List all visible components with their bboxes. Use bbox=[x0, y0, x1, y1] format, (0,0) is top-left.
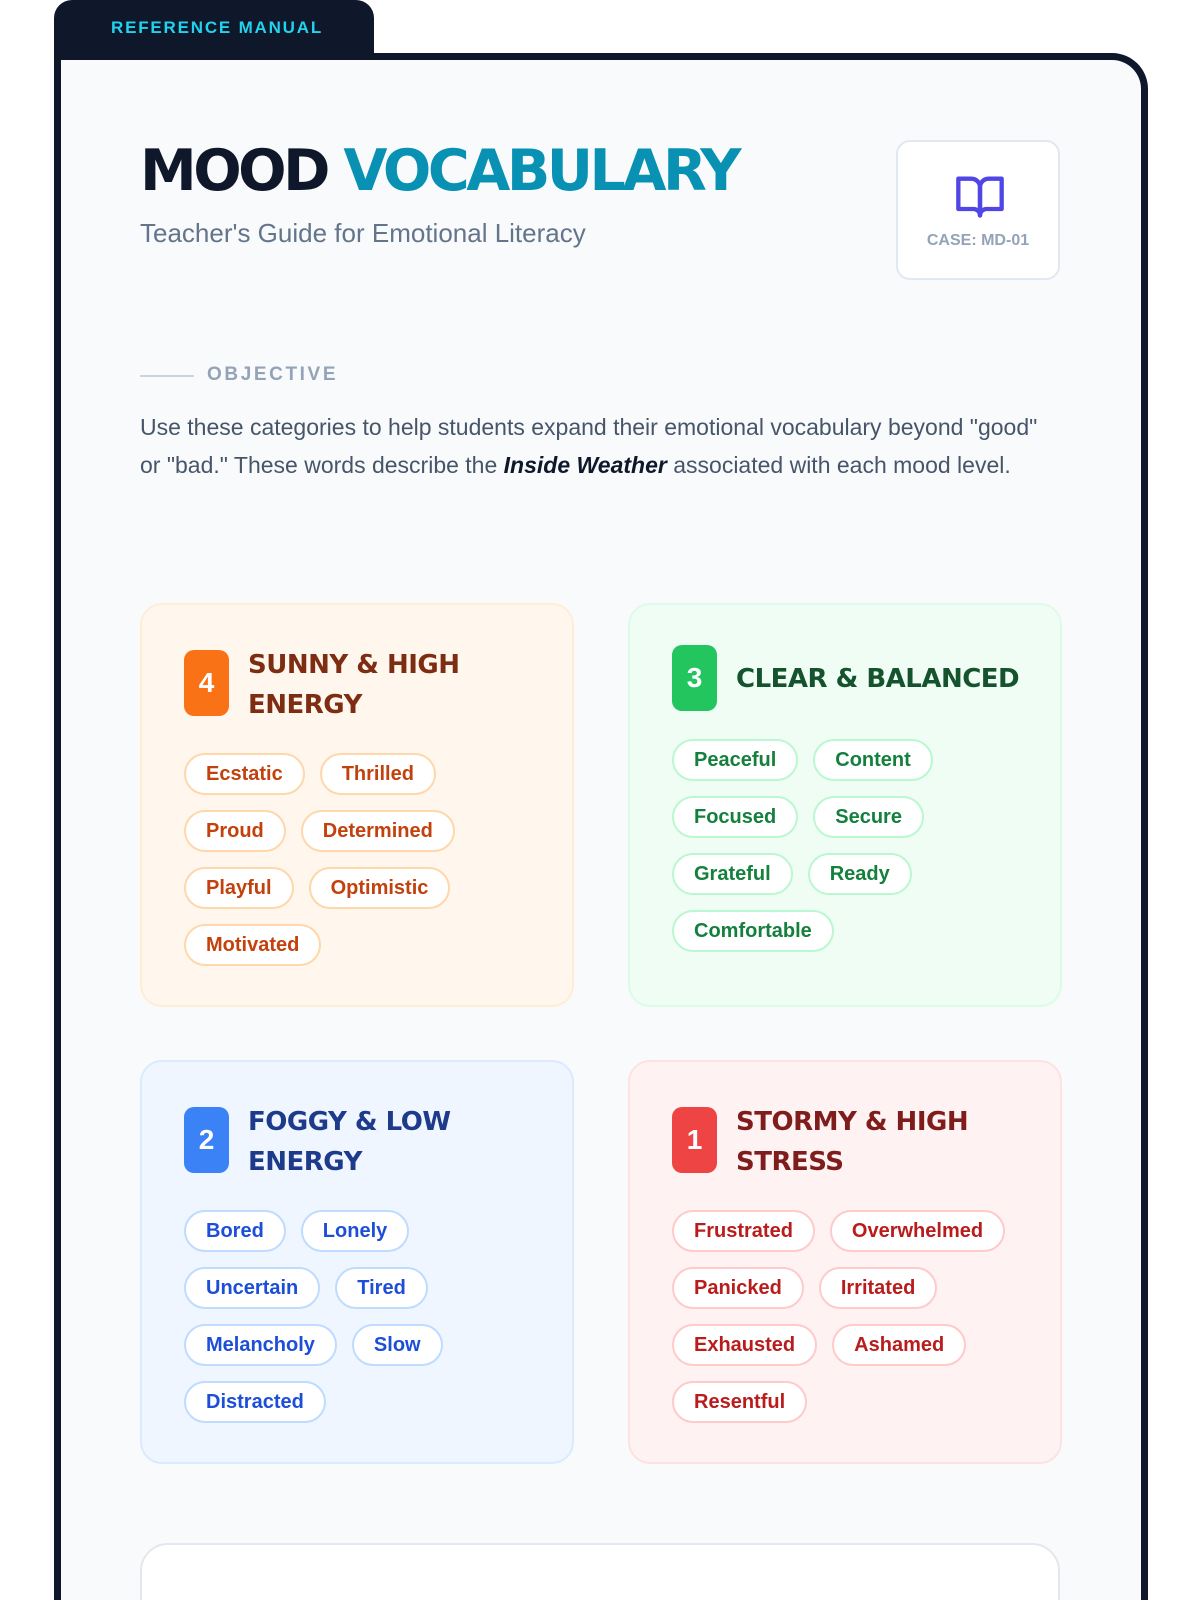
word-chip[interactable]: Content bbox=[813, 739, 933, 781]
title-part-vocabulary: VOCABULARY bbox=[343, 138, 739, 204]
level-badge: 3 bbox=[672, 645, 717, 711]
word-chip[interactable]: Determined bbox=[301, 810, 455, 852]
objective-emphasis: Inside Weather bbox=[503, 452, 667, 478]
level-badge: 4 bbox=[184, 650, 229, 716]
word-chip[interactable]: Peaceful bbox=[672, 739, 798, 781]
objective-text bbox=[140, 408, 1060, 484]
objective-text-end: associated with each mood level. bbox=[666, 452, 1011, 478]
case-label: CASE: MD-01 bbox=[926, 232, 1030, 249]
word-list bbox=[184, 753, 552, 966]
bottom-card bbox=[140, 1543, 1060, 1600]
word-chip[interactable]: Bored bbox=[184, 1210, 286, 1252]
open-book-icon bbox=[953, 170, 1007, 222]
word-chip[interactable]: Frustrated bbox=[672, 1210, 815, 1252]
category-title: CLEAR & BALANCED bbox=[736, 664, 1020, 694]
page-subtitle: Teacher's Guide for Emotional Literacy bbox=[140, 218, 586, 248]
word-list bbox=[672, 1210, 1040, 1423]
category-title: SUNNY & HIGH ENERGY bbox=[248, 650, 460, 720]
level-badge: 1 bbox=[672, 1107, 717, 1173]
word-chip[interactable]: Overwhelmed bbox=[830, 1210, 1005, 1252]
word-chip[interactable]: Melancholy bbox=[184, 1324, 337, 1366]
word-chip[interactable]: Ready bbox=[808, 853, 912, 895]
word-chip[interactable]: Secure bbox=[813, 796, 924, 838]
word-chip[interactable]: Comfortable bbox=[672, 910, 834, 952]
title-part-mood: MOOD bbox=[140, 138, 327, 204]
objective-divider bbox=[140, 375, 194, 377]
reference-manual-tab[interactable] bbox=[54, 0, 374, 60]
word-chip[interactable]: Distracted bbox=[184, 1381, 326, 1423]
word-chip[interactable]: Panicked bbox=[672, 1267, 804, 1309]
word-chip[interactable]: Exhausted bbox=[672, 1324, 817, 1366]
word-chip[interactable]: Irritated bbox=[819, 1267, 937, 1309]
word-chip[interactable]: Optimistic bbox=[309, 867, 451, 909]
category-card-sunny bbox=[140, 603, 574, 1007]
word-chip[interactable]: Lonely bbox=[301, 1210, 409, 1252]
word-chip[interactable]: Proud bbox=[184, 810, 286, 852]
word-chip[interactable]: Focused bbox=[672, 796, 798, 838]
word-chip[interactable]: Tired bbox=[335, 1267, 428, 1309]
level-badge: 2 bbox=[184, 1107, 229, 1173]
word-list bbox=[184, 1210, 552, 1423]
category-card-foggy bbox=[140, 1060, 574, 1464]
word-chip[interactable]: Motivated bbox=[184, 924, 321, 966]
word-chip[interactable]: Grateful bbox=[672, 853, 793, 895]
word-chip[interactable]: Uncertain bbox=[184, 1267, 320, 1309]
objective-label: OBJECTIVE bbox=[207, 364, 339, 385]
category-title: STORMY & HIGH STRESS bbox=[736, 1107, 969, 1177]
category-card-stormy bbox=[628, 1060, 1062, 1464]
word-chip[interactable]: Ashamed bbox=[832, 1324, 966, 1366]
word-chip[interactable]: Playful bbox=[184, 867, 294, 909]
objective-text-start: Use these categories to help students expand their emotional vocabulary beyond "good" or "bad." These words describe the bbox=[140, 414, 1038, 478]
word-list bbox=[672, 739, 1040, 952]
category-card-clear bbox=[628, 603, 1062, 1007]
case-badge bbox=[896, 140, 1060, 280]
category-title: FOGGY & LOW ENERGY bbox=[248, 1107, 451, 1177]
page-title bbox=[140, 140, 738, 202]
tab-label: REFERENCE MANUAL bbox=[111, 18, 324, 37]
word-chip[interactable]: Ecstatic bbox=[184, 753, 305, 795]
word-chip[interactable]: Resentful bbox=[672, 1381, 807, 1423]
word-chip[interactable]: Thrilled bbox=[320, 753, 436, 795]
word-chip[interactable]: Slow bbox=[352, 1324, 443, 1366]
